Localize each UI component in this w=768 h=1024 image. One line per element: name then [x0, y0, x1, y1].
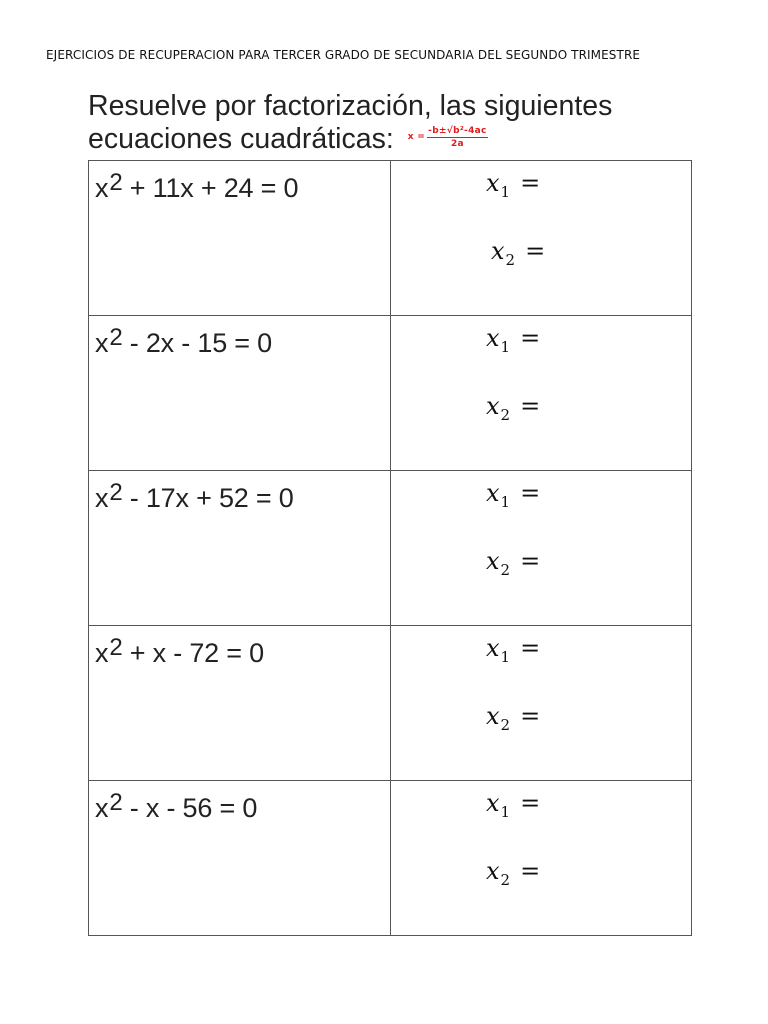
- answer-var: x: [486, 479, 500, 507]
- answer-sub: 1: [500, 338, 511, 356]
- equation-rest: - x - 56 = 0: [122, 793, 258, 823]
- answer-area[interactable]: [391, 316, 691, 470]
- equation-rest: + x - 72 = 0: [122, 638, 264, 668]
- formula-lhs: x =: [407, 132, 426, 143]
- equation-rest: - 2x - 15 = 0: [122, 328, 272, 358]
- answer-sub: 2: [500, 871, 511, 889]
- equation: [89, 626, 390, 669]
- answer-x1: [486, 324, 541, 356]
- answer-var: x: [486, 392, 500, 420]
- answer-x2: [491, 237, 546, 269]
- answer-sub: 2: [500, 716, 511, 734]
- answer-area[interactable]: [391, 781, 691, 935]
- equation-base: x: [95, 793, 109, 823]
- instructions-line-2-wrapper: [88, 123, 688, 156]
- exercise-row: [89, 471, 692, 626]
- formula-denominator: 2a: [450, 138, 464, 149]
- answer-sub: 2: [500, 561, 511, 579]
- equation-exponent: 2: [109, 169, 123, 196]
- equation-base: x: [95, 328, 109, 358]
- answer-equals: =: [525, 237, 546, 265]
- equation-exponent: 2: [109, 324, 123, 351]
- answer-cell[interactable]: [391, 781, 692, 936]
- equation: [89, 471, 390, 514]
- equation: [89, 161, 390, 204]
- answer-var: x: [486, 634, 500, 662]
- equation: [89, 316, 390, 359]
- instructions: [88, 90, 688, 156]
- answer-area[interactable]: [391, 161, 691, 315]
- equation-exponent: 2: [109, 479, 123, 506]
- answer-x2: [486, 392, 541, 424]
- answer-x1: [486, 634, 541, 666]
- answer-sub: 2: [500, 406, 511, 424]
- answer-equals: =: [520, 547, 541, 575]
- answer-x1: [486, 789, 541, 821]
- answer-sub: 1: [500, 183, 511, 201]
- equation-exponent: 2: [109, 789, 123, 816]
- answer-x2: [486, 857, 541, 889]
- answer-cell[interactable]: [391, 316, 692, 471]
- answer-equals: =: [520, 479, 541, 507]
- equation-cell: [89, 161, 391, 316]
- equation-cell: [89, 316, 391, 471]
- formula-fraction: [427, 126, 488, 149]
- answer-var: x: [491, 237, 505, 265]
- answer-equals: =: [520, 169, 541, 197]
- answer-var: x: [486, 702, 500, 730]
- instructions-line-1: Resuelve por factorización, las siguientes: [88, 90, 613, 122]
- exercise-row: [89, 316, 692, 471]
- answer-equals: =: [520, 857, 541, 885]
- equation-rest: + 11x + 24 = 0: [122, 173, 299, 203]
- exercise-table: [88, 160, 692, 936]
- answer-sub: 1: [500, 803, 511, 821]
- answer-var: x: [486, 789, 500, 817]
- answer-x2: [486, 702, 541, 734]
- answer-cell[interactable]: [391, 626, 692, 781]
- quadratic-formula: [408, 126, 488, 149]
- answer-area[interactable]: [391, 471, 691, 625]
- document-header: EJERCICIOS DE RECUPERACION PARA TERCER GRADO DE SECUNDARIA DEL SEGUNDO TRIMESTRE: [46, 48, 641, 62]
- equation-cell: [89, 471, 391, 626]
- equation-cell: [89, 626, 391, 781]
- equation-rest: - 17x + 52 = 0: [122, 483, 294, 513]
- equation: [89, 781, 390, 824]
- answer-cell[interactable]: [391, 161, 692, 316]
- answer-equals: =: [520, 634, 541, 662]
- answer-x1: [486, 479, 541, 511]
- answer-cell[interactable]: [391, 471, 692, 626]
- answer-sub: 1: [500, 493, 511, 511]
- answer-var: x: [486, 547, 500, 575]
- exercise-row: [89, 626, 692, 781]
- exercise-row: [89, 781, 692, 936]
- answer-equals: =: [520, 392, 541, 420]
- answer-x2: [486, 547, 541, 579]
- answer-sub: 1: [500, 648, 511, 666]
- answer-x1: [486, 169, 541, 201]
- exercise-row: [89, 161, 692, 316]
- answer-var: x: [486, 857, 500, 885]
- answer-equals: =: [520, 702, 541, 730]
- instructions-line-2: ecuaciones cuadráticas:: [88, 123, 394, 155]
- answer-equals: =: [520, 324, 541, 352]
- equation-base: x: [95, 638, 109, 668]
- equation-base: x: [95, 483, 109, 513]
- answer-sub: 2: [505, 251, 516, 269]
- answer-var: x: [486, 324, 500, 352]
- answer-var: x: [486, 169, 500, 197]
- equation-base: x: [95, 173, 109, 203]
- equation-cell: [89, 781, 391, 936]
- answer-area[interactable]: [391, 626, 691, 780]
- equation-exponent: 2: [109, 634, 123, 661]
- answer-equals: =: [520, 789, 541, 817]
- formula-numerator: -b±√b²-4ac: [428, 125, 487, 136]
